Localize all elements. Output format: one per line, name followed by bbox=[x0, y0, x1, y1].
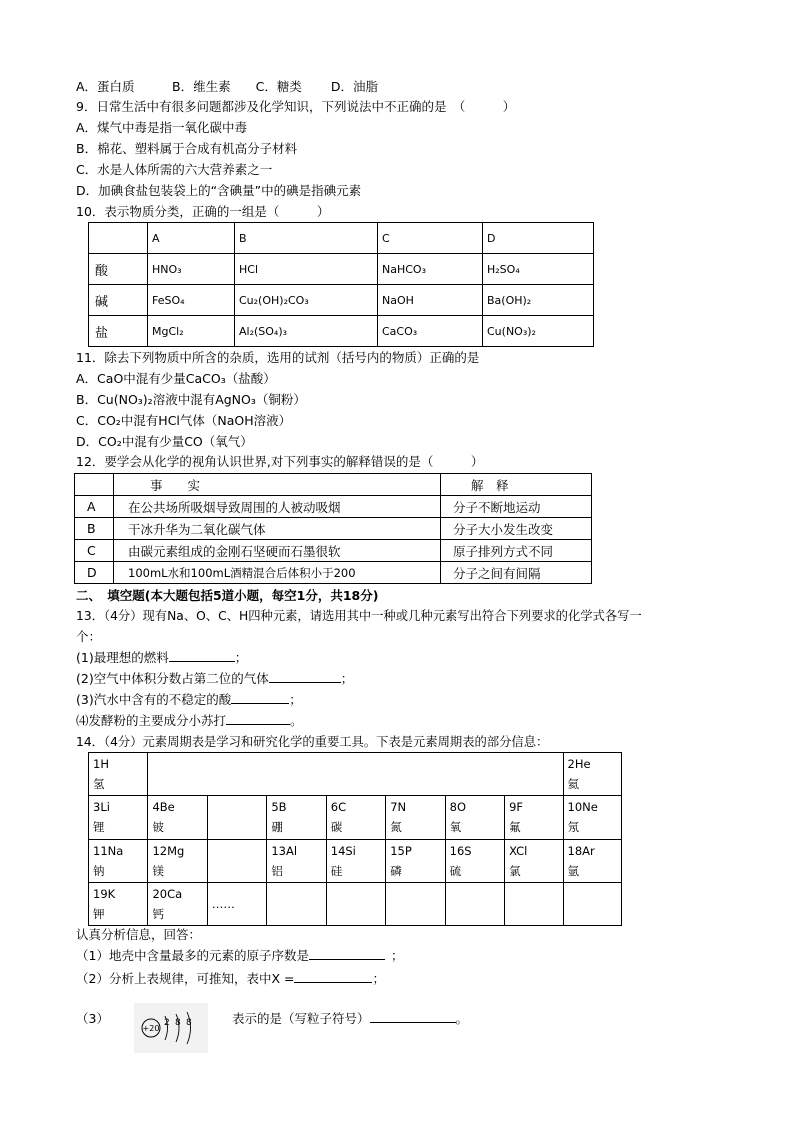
table-row bbox=[89, 285, 594, 316]
table-row bbox=[75, 474, 592, 496]
q10-stem: 10．表示物质分类，正确的一组是（ ） bbox=[76, 204, 330, 219]
q13-part-4 bbox=[76, 712, 303, 730]
element-name: 磷 bbox=[390, 864, 402, 878]
element-name: 钠 bbox=[93, 864, 105, 878]
element-name: 铍 bbox=[152, 820, 164, 834]
empty-cell bbox=[207, 840, 266, 883]
electron-shell-arc bbox=[187, 1012, 191, 1044]
empty-cell bbox=[563, 883, 622, 926]
q14-part-2-text: （2）分析上表规律，可推知，表中X = bbox=[76, 971, 295, 986]
q9-stem: 9．日常生活中有很多问题都涉及化学知识，下列说法中不正确的是 （ ） bbox=[76, 99, 516, 114]
table-cell: NaOH bbox=[378, 285, 483, 316]
q13-part-3-text: (3)汽水中含有的不稳定的酸 bbox=[76, 692, 232, 707]
shell-electron-count: 2 bbox=[164, 1018, 170, 1028]
punctuation: ； bbox=[234, 650, 248, 665]
element-name: 氦 bbox=[567, 777, 579, 791]
element-symbol: 1H bbox=[93, 757, 109, 771]
element-name: 氧 bbox=[449, 820, 462, 834]
shell-electron-count: 8 bbox=[175, 1018, 181, 1028]
element-cell-ar bbox=[563, 840, 622, 883]
periodic-table bbox=[88, 752, 622, 926]
element-cell-f bbox=[505, 796, 563, 840]
table-cell: MgCl₂ bbox=[148, 316, 235, 347]
q13-part-1 bbox=[76, 649, 247, 667]
element-name: 钙 bbox=[152, 907, 164, 921]
table-cell: 分子之间有间隔 bbox=[441, 562, 592, 584]
atom-diagram-svg bbox=[134, 1003, 208, 1053]
table-cell: FeSO₄ bbox=[148, 285, 235, 316]
q13-part-1-text: (1)最理想的燃料 bbox=[76, 650, 169, 665]
answer-blank[interactable] bbox=[294, 982, 372, 983]
q9-option-c: C．水是人体所需的六大营养素之一 bbox=[76, 162, 273, 177]
q9-option-d: D．加碘食盐包装袋上的“含碘量”中的碘是指碘元素 bbox=[76, 183, 362, 198]
q14-part-1-text: （1）地壳中含量最多的元素的原子序数是 bbox=[76, 948, 309, 963]
table-header: C bbox=[378, 223, 483, 254]
row-label: 盐 bbox=[89, 316, 148, 347]
table-row bbox=[89, 223, 594, 254]
q10-table bbox=[88, 222, 594, 347]
empty-cell bbox=[207, 796, 266, 840]
element-name: 钾 bbox=[93, 907, 105, 921]
table-row bbox=[75, 540, 592, 562]
table-row bbox=[75, 518, 592, 540]
table-row bbox=[89, 840, 622, 883]
table-header: B bbox=[235, 223, 378, 254]
empty-cell bbox=[386, 883, 445, 926]
element-symbol: 18Ar bbox=[567, 844, 595, 858]
shell-electron-count: 8 bbox=[186, 1018, 192, 1028]
q14-prompt: 认真分析信息，回答： bbox=[76, 927, 202, 942]
q13-part-2 bbox=[76, 670, 353, 688]
element-cell-li bbox=[89, 796, 148, 840]
q12-table bbox=[74, 473, 592, 584]
row-label: 酸 bbox=[89, 254, 148, 285]
element-name: 氢 bbox=[93, 777, 105, 791]
row-label: B bbox=[75, 518, 114, 540]
q11-option-c: C．CO₂中混有HCl气体（NaOH溶液） bbox=[76, 413, 292, 428]
q13-stem-line2: 个： bbox=[76, 629, 102, 644]
element-cell-c bbox=[326, 796, 385, 840]
element-cell-mg bbox=[148, 840, 207, 883]
table-cell bbox=[89, 223, 148, 254]
element-cell-ne bbox=[563, 796, 622, 840]
answer-blank[interactable] bbox=[231, 703, 289, 704]
punctuation: 。 bbox=[290, 713, 303, 728]
element-symbol: 16S bbox=[449, 844, 472, 858]
element-name: 锂 bbox=[93, 820, 105, 834]
table-header: A bbox=[148, 223, 235, 254]
answer-blank[interactable] bbox=[269, 682, 341, 683]
punctuation: ； bbox=[289, 692, 302, 707]
table-row bbox=[75, 562, 592, 584]
answer-blank[interactable] bbox=[226, 724, 290, 725]
q14-part-3 bbox=[232, 1010, 468, 1028]
element-cell-p bbox=[386, 840, 445, 883]
element-name: 硼 bbox=[271, 820, 283, 834]
element-symbol: 2He bbox=[567, 757, 591, 771]
element-name: 硅 bbox=[330, 864, 343, 878]
atom-structure-diagram bbox=[134, 1003, 208, 1053]
table-cell: HCl bbox=[235, 254, 378, 285]
element-cell-o bbox=[445, 796, 504, 840]
element-symbol: 10Ne bbox=[567, 800, 598, 814]
element-name: 氟 bbox=[509, 820, 521, 834]
element-name: 氩 bbox=[567, 864, 579, 878]
element-cell-s bbox=[445, 840, 504, 883]
q8-options: A．蛋白质 B．维生素 C．糖类 D．油脂 bbox=[76, 79, 378, 94]
nucleus-charge: +20 bbox=[142, 1024, 160, 1033]
element-cell-he bbox=[563, 753, 622, 796]
table-cell: 分子大小发生改变 bbox=[441, 518, 592, 540]
table-row bbox=[89, 883, 622, 926]
element-symbol: 3Li bbox=[93, 800, 110, 814]
element-symbol: 9F bbox=[509, 800, 523, 814]
table-row bbox=[75, 496, 592, 518]
q13-part-4-text: ⑷发酵粉的主要成分小苏打 bbox=[76, 713, 227, 728]
table-cell bbox=[75, 474, 114, 496]
q11-option-a: A．CaO中混有少量CaCO₃（盐酸） bbox=[76, 371, 276, 386]
punctuation: ； bbox=[340, 671, 354, 686]
table-cell: 干冰升华为二氧化碳气体 bbox=[114, 518, 441, 540]
table-cell: Cu₂(OH)₂CO₃ bbox=[235, 285, 378, 316]
element-name: 硫 bbox=[449, 864, 462, 878]
section-title: 二、 填空题(本大题包括5道小题，每空1分，共18分) bbox=[76, 588, 379, 603]
element-name: 镁 bbox=[152, 864, 164, 878]
row-label: 碱 bbox=[89, 285, 148, 316]
table-cell: 在公共场所吸烟导致周围的人被动吸烟 bbox=[114, 496, 441, 518]
element-cell-ca bbox=[148, 883, 207, 926]
q13-part-3 bbox=[76, 691, 302, 709]
q14-part-3-number: （3） bbox=[76, 1011, 109, 1026]
element-symbol: 13Al bbox=[271, 844, 298, 858]
empty-cell bbox=[445, 883, 504, 926]
table-row bbox=[89, 316, 594, 347]
element-cell-n bbox=[386, 796, 445, 840]
table-cell: HNO₃ bbox=[148, 254, 235, 285]
element-symbol: 11Na bbox=[93, 844, 124, 858]
q11-stem: 11．除去下列物质中所含的杂质，选用的试剂（括号内的物质）正确的是 bbox=[76, 350, 480, 365]
element-name: 铝 bbox=[271, 864, 283, 878]
element-symbol: 8O bbox=[449, 800, 466, 814]
element-cell-na bbox=[89, 840, 148, 883]
table-header: D bbox=[483, 223, 594, 254]
element-cell-be bbox=[148, 796, 207, 840]
element-symbol: 19K bbox=[93, 887, 116, 901]
table-header: 事 实 bbox=[114, 474, 441, 496]
row-label: C bbox=[75, 540, 114, 562]
element-symbol: 5B bbox=[271, 800, 287, 814]
q13-stem-line1: 13．（4分）现有Na、O、C、H四种元素，请选用其中一种或几种元素写出符合下列要求的化学式各写一 bbox=[76, 609, 642, 623]
row-label: D bbox=[75, 562, 114, 584]
empty-cell bbox=[267, 883, 326, 926]
table-row bbox=[89, 753, 622, 796]
answer-blank[interactable] bbox=[169, 661, 235, 662]
q9-option-a: A．煤气中毒是指一氧化碳中毒 bbox=[76, 120, 248, 135]
element-name: 氮 bbox=[390, 820, 402, 834]
q9-option-b: B．棉花、塑料属于合成有机高分子材料 bbox=[76, 141, 298, 156]
q12-stem: 12．要学会从化学的视角认识世界,对下列事实的解释错误的是（ ） bbox=[76, 454, 484, 469]
element-name: 碳 bbox=[330, 820, 343, 834]
q13-part-2-text: (2)空气中体积分数占第二位的气体 bbox=[76, 671, 269, 686]
element-cell-b bbox=[267, 796, 326, 840]
element-cell-x bbox=[505, 840, 563, 883]
empty-cell bbox=[505, 883, 563, 926]
table-row bbox=[89, 254, 594, 285]
element-cell-al bbox=[267, 840, 326, 883]
table-cell: H₂SO₄ bbox=[483, 254, 594, 285]
q11-option-b: B．Cu(NO₃)₂溶液中混有AgNO₃（铜粉） bbox=[76, 392, 306, 407]
table-cell: 分子不断地运动 bbox=[441, 496, 592, 518]
element-symbol: 15P bbox=[390, 844, 412, 858]
answer-blank[interactable] bbox=[309, 959, 385, 960]
element-cell-si bbox=[326, 840, 385, 883]
empty-cell bbox=[326, 883, 385, 926]
q14-part-2 bbox=[76, 970, 385, 988]
table-cell: Ba(OH)₂ bbox=[483, 285, 594, 316]
table-cell: 原子排列方式不同 bbox=[441, 540, 592, 562]
table-row bbox=[89, 796, 622, 840]
punctuation: ； bbox=[372, 971, 385, 986]
table-header: 解 释 bbox=[441, 474, 592, 496]
table-cell: 由碳元素组成的金刚石坚硬而石墨很软 bbox=[114, 540, 441, 562]
table-cell: 100mL水和100mL酒精混合后体积小于200 bbox=[114, 562, 441, 584]
ellipsis: …… bbox=[211, 897, 235, 911]
element-symbol: 7N bbox=[390, 800, 407, 814]
q14-part-3-text: 表示的是（写粒子符号） bbox=[232, 1011, 370, 1026]
row-label: A bbox=[75, 496, 114, 518]
element-symbol: 14Si bbox=[330, 844, 356, 858]
element-symbol: 20Ca bbox=[152, 887, 183, 901]
table-cell: Cu(NO₃)₂ bbox=[483, 316, 594, 347]
empty-cell bbox=[148, 753, 563, 796]
element-symbol: 6C bbox=[330, 800, 347, 814]
ellipsis-cell bbox=[207, 883, 266, 926]
q14-stem: 14．（4分）元素周期表是学习和研究化学的重要工具。下表是元素周期表的部分信息： bbox=[76, 735, 549, 749]
table-cell: CaCO₃ bbox=[378, 316, 483, 347]
element-cell-h bbox=[89, 753, 148, 796]
element-symbol: 4Be bbox=[152, 800, 175, 814]
q11-option-d: D．CO₂中混有少量CO（氧气） bbox=[76, 434, 253, 449]
answer-blank[interactable] bbox=[370, 1022, 456, 1023]
q14-part-1 bbox=[76, 947, 403, 965]
punctuation: ； bbox=[390, 948, 404, 963]
punctuation: 。 bbox=[455, 1011, 469, 1026]
element-cell-k bbox=[89, 883, 148, 926]
element-name: 氯 bbox=[509, 864, 521, 878]
element-symbol: XCl bbox=[509, 844, 528, 858]
element-symbol: 12Mg bbox=[152, 844, 185, 858]
element-name: 氖 bbox=[567, 820, 579, 834]
table-cell: NaHCO₃ bbox=[378, 254, 483, 285]
table-cell: Al₂(SO₄)₃ bbox=[235, 316, 378, 347]
